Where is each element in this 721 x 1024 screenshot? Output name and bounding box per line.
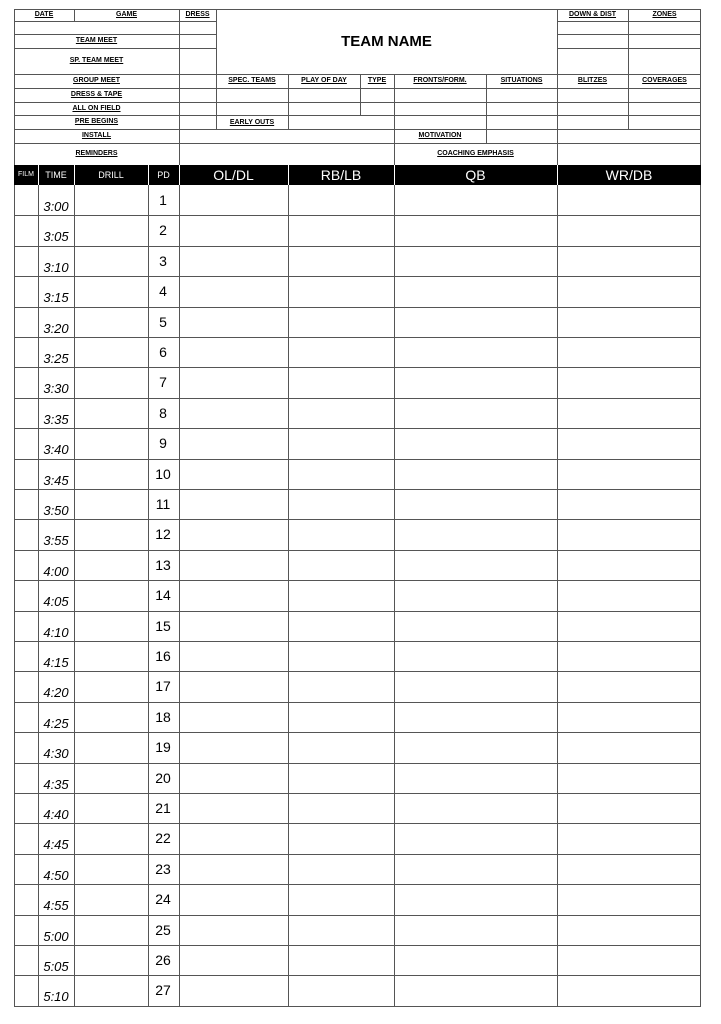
situations-label: SITUATIONS [500, 77, 543, 84]
row-period-number: 21 [155, 800, 171, 816]
row-time: 3:55 [43, 533, 69, 549]
row-period-number: 10 [155, 465, 171, 482]
row-time: 3:20 [43, 320, 69, 336]
pre-begins-label: PRE BEGINS [74, 118, 119, 125]
row-period-number: 27 [155, 982, 171, 999]
row-time: 4:30 [43, 746, 69, 762]
row-time: 3:30 [43, 381, 69, 397]
col-rb-lb-header: RB/LB [320, 167, 362, 183]
group-meet-label: GROUP MEET [73, 77, 120, 84]
row-time: 4:55 [43, 898, 69, 914]
col-time-header: TIME [45, 170, 67, 180]
row-period-number: 22 [155, 830, 171, 847]
row-period-number: 3 [159, 252, 167, 269]
row-time: 5:10 [43, 989, 69, 1005]
row-time: 4:25 [43, 715, 69, 731]
header-rule [14, 129, 701, 130]
row-period-number: 12 [155, 526, 171, 543]
all-on-field-label: ALL ON FIELD [72, 105, 121, 112]
row-period-number: 15 [155, 617, 171, 634]
row-time: 4:05 [43, 594, 69, 610]
sp-team-meet-label: SP. TEAM MEET [69, 57, 124, 64]
header-rule [14, 21, 216, 22]
schedule-row [14, 763, 701, 793]
row-time: 3:45 [43, 472, 69, 488]
header-rule [557, 34, 701, 35]
header-divider [628, 9, 629, 129]
reminders-label: REMINDERS [75, 150, 118, 157]
row-time: 5:05 [43, 959, 69, 974]
schedule-row [14, 246, 701, 276]
row-period-number: 13 [155, 556, 171, 573]
schedule-row [14, 793, 701, 823]
header-rule [14, 48, 216, 49]
col-film-header: FILM [18, 171, 34, 178]
coaching-emphasis-label: COACHING EMPHASIS [437, 150, 514, 157]
schedule-row [14, 580, 701, 610]
header-rule [14, 88, 701, 89]
row-period-number: 6 [159, 344, 167, 360]
schedule-row [14, 702, 701, 732]
row-time: 5:00 [43, 928, 69, 944]
game-label: GAME [116, 11, 137, 18]
date-label: DATE [34, 11, 54, 18]
row-time: 4:40 [43, 807, 69, 822]
header-rule [14, 115, 701, 116]
header-divider [216, 9, 217, 129]
schedule-row [14, 823, 701, 853]
header-rule [557, 48, 701, 49]
schedule-row [14, 459, 701, 489]
schedule-row [14, 398, 701, 428]
dress-label: DRESS [185, 11, 210, 18]
schedule-row [14, 915, 701, 945]
row-time: 4:10 [43, 624, 69, 640]
schedule-row [14, 276, 701, 306]
coverages-label: COVERAGES [642, 77, 687, 84]
row-period-number: 20 [155, 769, 171, 786]
row-period-number: 24 [155, 891, 171, 908]
row-time: 3:05 [43, 229, 69, 245]
row-period-number: 9 [159, 435, 167, 452]
schedule-row [14, 489, 701, 519]
row-time: 3:25 [43, 351, 69, 366]
schedule-row [14, 185, 701, 215]
dress-tape-label: DRESS & TAPE [70, 91, 123, 98]
row-period-number: 5 [159, 313, 167, 330]
row-period-number: 7 [159, 374, 167, 391]
col-qb-header: QB [465, 167, 486, 183]
schedule-row [14, 307, 701, 337]
blitzes-label: BLITZES [577, 77, 608, 84]
row-time: 4:50 [43, 867, 69, 883]
schedule-row [14, 671, 701, 701]
header-rule [14, 74, 701, 75]
row-period-number: 4 [159, 283, 167, 300]
row-time: 4:20 [43, 685, 69, 701]
fronts-form-label: FRONTS/FORM. [413, 77, 467, 84]
team-meet-label: TEAM MEET [75, 37, 118, 44]
page-title: TEAM NAME [341, 33, 432, 50]
schedule-row [14, 519, 701, 549]
header-rule [14, 143, 701, 144]
schedule-row-divider [14, 1006, 701, 1007]
schedule-row [14, 884, 701, 914]
play-of-day-label: PLAY OF DAY [301, 77, 347, 84]
row-period-number: 11 [155, 496, 171, 512]
row-period-number: 1 [159, 192, 167, 208]
install-label: INSTALL [81, 132, 112, 139]
header-divider [557, 9, 558, 165]
row-time: 3:35 [43, 411, 69, 427]
early-outs-label: EARLY OUTS [229, 119, 275, 126]
row-time: 3:15 [43, 290, 69, 306]
row-time: 4:45 [43, 837, 69, 853]
down-dist-label: DOWN & DIST [568, 11, 617, 18]
row-period-number: 2 [159, 222, 167, 239]
row-time: 3:00 [43, 199, 69, 214]
col-pd-header: PD [157, 170, 170, 180]
row-period-number: 16 [155, 648, 171, 664]
schedule-row [14, 854, 701, 884]
row-period-number: 25 [155, 921, 171, 938]
header-rule [14, 34, 216, 35]
schedule-row [14, 611, 701, 641]
row-period-number: 23 [155, 860, 171, 877]
col-drill-header: DRILL [98, 170, 124, 180]
header-rule [14, 102, 701, 103]
row-period-number: 14 [155, 587, 171, 604]
row-time: 3:10 [43, 259, 69, 275]
header-rule [557, 21, 701, 22]
schedule-row [14, 428, 701, 458]
schedule-row [14, 215, 701, 245]
row-time: 4:15 [43, 655, 69, 670]
schedule-row [14, 337, 701, 367]
zones-label: ZONES [652, 11, 677, 18]
schedule-row [14, 367, 701, 397]
schedule-row [14, 975, 701, 1005]
schedule-row [14, 641, 701, 671]
col-wr-db-header: WR/DB [605, 167, 653, 183]
row-time: 3:40 [43, 442, 69, 458]
type-label: TYPE [367, 77, 387, 84]
motivation-label: MOTIVATION [418, 132, 462, 139]
row-time: 4:00 [43, 563, 69, 579]
header-divider [179, 9, 180, 165]
row-period-number: 17 [155, 678, 171, 695]
row-time: 4:35 [43, 776, 69, 792]
row-period-number: 19 [155, 739, 171, 756]
schedule-row [14, 945, 701, 975]
row-time: 3:50 [43, 503, 69, 518]
spec-teams-label: SPEC. TEAMS [228, 77, 276, 84]
col-ol-dl-header: OL/DL [213, 167, 254, 183]
row-period-number: 26 [155, 952, 171, 968]
row-period-number: 18 [155, 708, 171, 725]
row-period-number: 8 [159, 404, 167, 421]
schedule-row [14, 550, 701, 580]
schedule-row [14, 732, 701, 762]
